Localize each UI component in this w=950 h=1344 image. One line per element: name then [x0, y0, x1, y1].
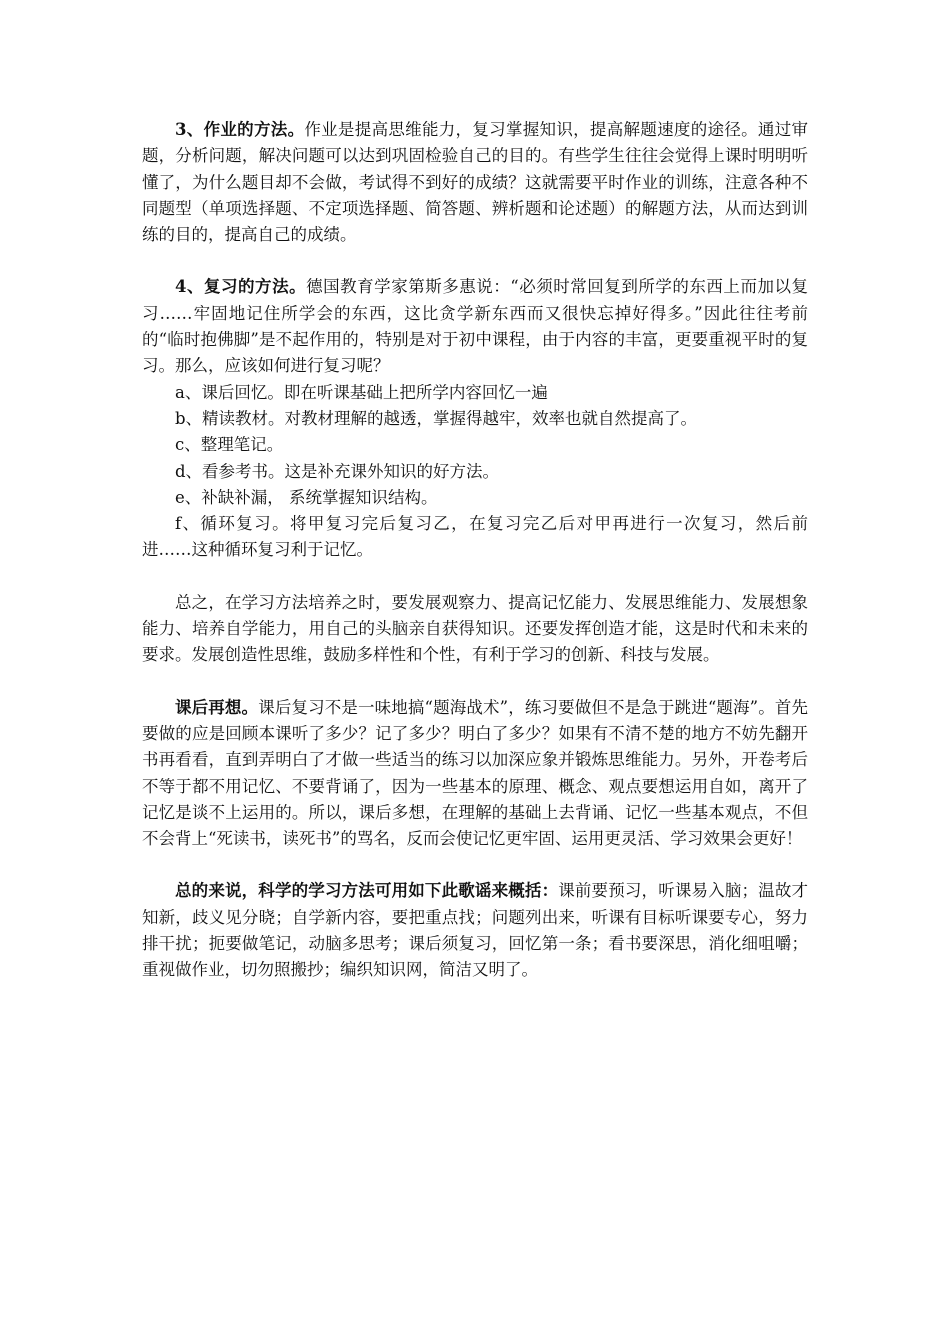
text-after-class: 课后复习不是一味地搞“题海战术”，练习要做但不是急于跳进“题海”。首先要做的应是回顾本课听了多少？记了多少？明白了多少？如果有不清不楚的地方不妨先翻开书再看看，直到弄明白了才做一些适当的练习以加深应象并锻炼思维能力。另外，开卷考后不等于都不用记忆、不要背诵了，因为一些基本的原理、概念、观点要想运用自如，离开了记忆是谈不上运用的。所以，课后多想，在理解的基础上去背诵、记忆一些基本观点，不但不会背上“死读书，读死书”的骂名，反而会使记忆更牢固、运用更灵活、学习效果会更好！ [142, 697, 809, 849]
document-body [142, 117, 808, 984]
paragraph-review-method [142, 274, 808, 379]
paragraph-homework-method [142, 117, 808, 248]
text-conclusion: 课前要预习，听课易入脑；温故才知新，歧义见分晓；自学新内容，要把重点找；问题列出来，听课有目标听课要专心，努力排干扰；扼要做笔记，动脑多思考；课后须复习，回忆第一条；看书要深思，消化细咀嚼；重视做作业，切勿照搬抄；编织知识网，简洁又明了。 [142, 881, 809, 980]
review-item-e: e、补缺补漏， 系统掌握知识结构。 [175, 487, 438, 507]
heading-review-method: 4、复习的方法。 [175, 277, 307, 297]
paragraph-spacer [142, 248, 808, 274]
paragraph-conclusion [142, 878, 808, 983]
review-item-b: b、精读教材。对教材理解的越透，掌握得越牢，效率也就自然提高了。 [175, 408, 698, 428]
review-item-a: a、课后回忆。即在听课基础上把所学内容回忆一遍 [175, 382, 548, 402]
paragraph-spacer [142, 564, 808, 590]
heading-conclusion: 总的来说，科学的学习方法可用如下此歌谣来概括： [175, 881, 559, 901]
heading-homework-method: 3、作业的方法。 [175, 120, 305, 139]
paragraph-spacer [142, 669, 808, 695]
paragraph-spacer [142, 852, 808, 878]
paragraph-summary: 总之，在学习方法培养之时，要发展观察力、提高记忆能力、发展思维能力、发展想象能力、培养自学能力，用自己的头脑亲自获得知识。还要发挥创造才能，这是时代和未来的要求。发展创造性思维，鼓励多样性和个性，有利于学习的创新、科技与发展。 [142, 592, 808, 665]
paragraph-after-class [142, 695, 808, 853]
review-item-d: d、看参考书。这是补充课外知识的好方法。 [175, 461, 500, 481]
text-review-method: 德国教育学家第斯多惠说：“必须时常回复到所学的东西上而加以复习……牢固地记住所学会的东西，这比贪学新东西而又很快忘掉好得多。”因此往往考前的“临时抱佛脚”是不起作用的，特别是对于初中课程，由于内容的丰富，更要重视平时的复习。那么，应该如何进行复习呢？ [142, 277, 808, 376]
text-homework-method: 作业是提高思维能力，复习掌握知识，提高解题速度的途径。通过审题，分析问题，解决问题可以达到巩固检验自己的目的。有些学生往往会觉得上课时明明听懂了，为什么题目却不会做，考试得不到好的成绩？这就需要平时作业的训练，注意各种不同题型（单项选择题、不定项选择题、简答题、辨析题和论述题）的解题方法，从而达到训练的目的，提高自己的成绩。 [142, 120, 809, 245]
heading-after-class: 课后再想。 [175, 697, 259, 717]
review-item-f: f、循环复习。将甲复习完后复习乙，在复习完乙后对甲再进行一次复习，然后前进……这种循环复习利于记忆。 [142, 514, 808, 560]
review-item-c: c、整理笔记。 [175, 435, 284, 455]
